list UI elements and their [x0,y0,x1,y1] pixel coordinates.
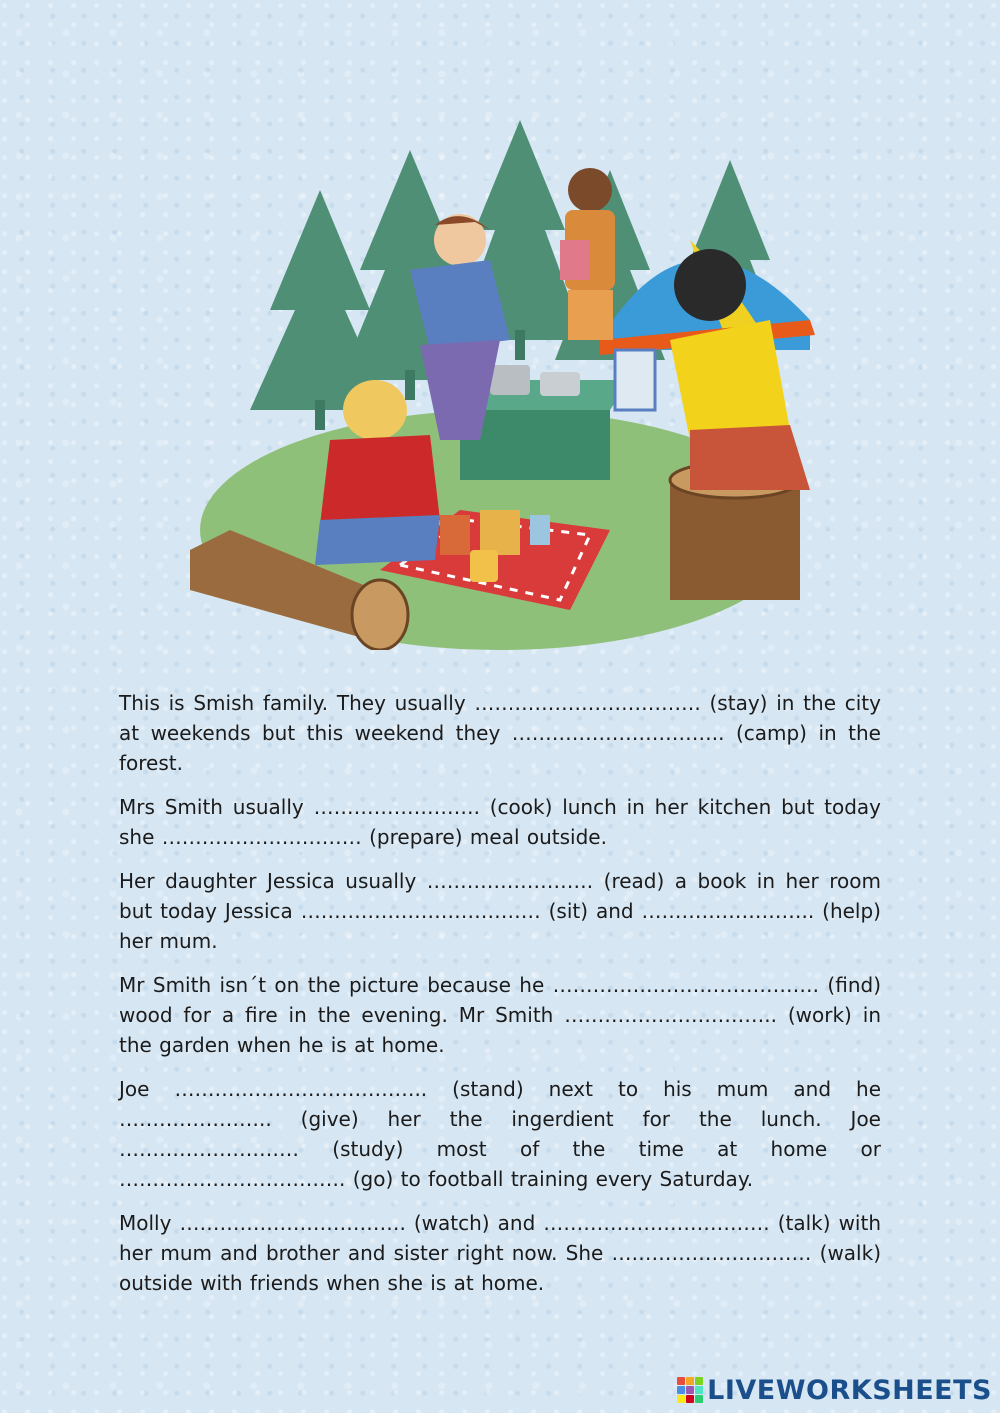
camping-illustration [170,110,830,650]
brand-name: LIVEWORKSHEETS [707,1374,992,1406]
logo-tile [686,1386,694,1394]
logo-tile [677,1395,685,1403]
paragraph-3 [119,866,881,956]
boy-standing [560,168,615,340]
paragraph-5 [119,1074,881,1194]
worksheet-text [119,688,881,1312]
paragraph-text: Her daughter Jessica usually ……………………. (read) a book in her room but today Jessica ……………………………… (sit) and …………………….. (help) her mum. [119,869,881,953]
paragraph-text: Mrs Smith usually ……………………. (cook) lunch in her kitchen but today she ………………………… (prepare) meal outside. [119,795,881,849]
logo-tile [677,1377,685,1385]
paragraph-1 [119,688,881,778]
paragraph-text: This is Smish family. They usually ……………………………. (stay) in the city at weekends but this weekend they ………………………….. (camp) in the forest. [119,691,881,775]
logo-tile [686,1377,694,1385]
logo-grid-icon [677,1377,703,1403]
paragraph-text: Molly ……………………………. (watch) and ……………………………. (talk) with her mum and brother and sister right now. She ………………………… (walk) outside with friends when she is at home. [119,1211,881,1295]
logo-tile [686,1395,694,1403]
logo-tile [695,1377,703,1385]
logo-tile [695,1386,703,1394]
paragraph-text: Joe ……………………………….. (stand) next to his mum and he ………………….. (give) her the ingerdient for the lunch. Joe ……………………… (study) most of the time at home or ……………………………. (go) to football training every Saturday. [119,1077,881,1191]
paragraph-2 [119,792,881,852]
logo-tile [695,1395,703,1403]
paragraph-4 [119,970,881,1060]
paragraph-text: Mr Smith isn´t on the picture because he …………………………………. (find) wood for a fire in the evening. Mr Smith ………………………….. (work) in the garden when he is at home. [119,973,881,1057]
liveworksheets-logo[interactable] [677,1373,992,1407]
logo-tile [677,1386,685,1394]
paragraph-6 [119,1208,881,1298]
